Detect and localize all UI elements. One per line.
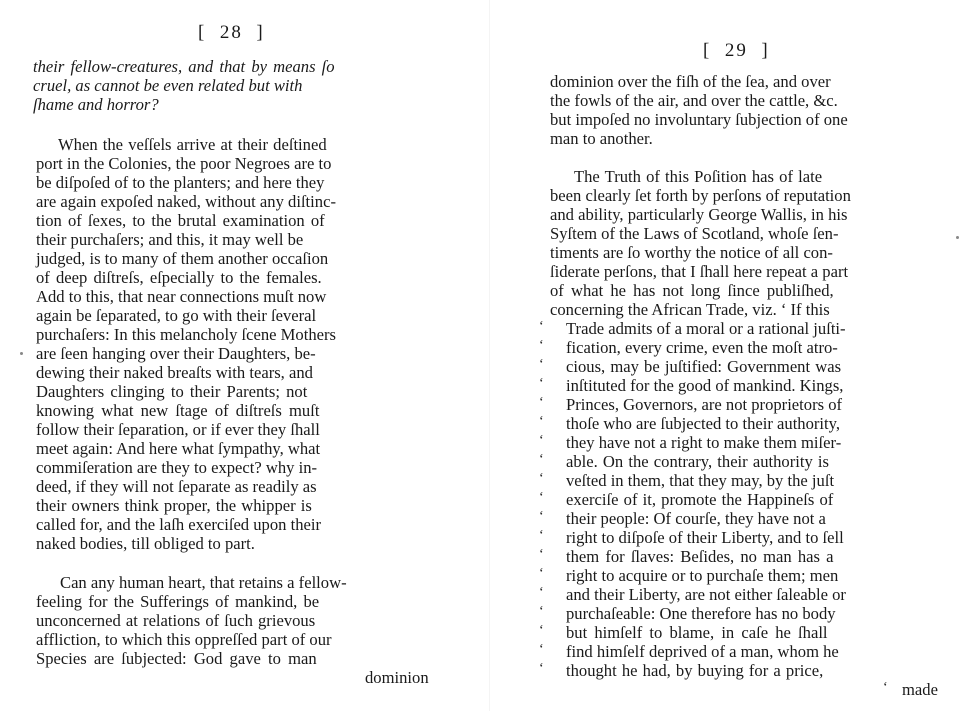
text-line: but himſelf to blame, in caſe he ſhall — [566, 623, 828, 642]
text-line: judged, is to many of them another occaſion — [36, 249, 329, 268]
text-line: affliction, to which this oppreſſed part of our — [36, 630, 332, 649]
quote-mark: ‘ — [539, 490, 544, 505]
text-line: cious, may be juſtified: Government was — [566, 357, 842, 376]
quote-mark: ‘ — [539, 661, 544, 676]
quote-mark: ‘ — [539, 642, 544, 657]
text-line: ſhame and horror? — [33, 95, 159, 114]
text-line: dewing their naked breaſts with tears, and — [36, 363, 313, 382]
text-line: and ability, particularly George Wallis, in his — [550, 205, 848, 224]
text-line: Syſtem of the Laws of Scotland, whoſe ſen- — [550, 224, 839, 243]
text-line: meet again: And here what ſympathy, what — [36, 439, 321, 458]
text-line: their people: Of courſe, they have not a — [566, 509, 826, 528]
text-line: dominion over the fiſh of the ſea, and over — [550, 72, 831, 91]
text-line: their owners think proper, the whipper is — [36, 496, 312, 515]
quote-mark: ‘ — [883, 680, 888, 695]
text-line: unconcerned at relations of ſuch grievous — [36, 611, 316, 630]
quote-mark: ‘ — [539, 528, 544, 543]
text-line: find himſelf deprived of a man, whom he — [566, 642, 839, 661]
text-line: of what he has not long ſince publiſhed, — [550, 281, 834, 300]
text-line: but impoſed no involuntary ſubjection of one — [550, 110, 848, 129]
quote-mark: ‘ — [539, 547, 544, 562]
text-line: follow their ſeparation, or if ever they ſhall — [36, 420, 320, 439]
text-line: again be ſeparated, to go with their ſeveral — [36, 306, 317, 325]
text-line: feeling for the Sufferings of mankind, be — [36, 592, 320, 611]
text-line: them for ſlaves: Beſides, no man has a — [566, 547, 834, 566]
text-line: man to another. — [550, 129, 653, 148]
text-line: knowing what new ſtage of diſtreſs muſt — [36, 401, 320, 420]
text-line: fication, every crime, even the moſt atro- — [566, 338, 838, 357]
text-line: timents are ſo worthy the notice of all con- — [550, 243, 833, 262]
text-line: ſiderate perſons, that I ſhall here repeat a part — [550, 262, 849, 281]
page-number: [ 28 ] — [198, 22, 265, 43]
text-line: Add to this, that near connections muſt now — [36, 287, 327, 306]
quote-mark: ‘ — [539, 338, 544, 353]
text-line: and their Liberty, are not either ſaleable or — [566, 585, 846, 604]
quote-mark: ‘ — [539, 376, 544, 391]
text-line: Can any human heart, that retains a fellow- — [60, 573, 347, 592]
text-line: deed, if they will not ſeparate as readily as — [36, 477, 317, 496]
text-line: veſted in them, that they may, by the juſt — [566, 471, 835, 490]
text-line: port in the Colonies, the poor Negroes are to — [36, 154, 332, 173]
text-line: of deep diſtreſs, eſpecially to the females. — [36, 268, 322, 287]
quote-mark: ‘ — [539, 433, 544, 448]
text-line: thoſe who are ſubjected to their authority, — [566, 414, 841, 433]
text-line: right to acquire or to purchaſe them; men — [566, 566, 839, 585]
text-line: right to diſpoſe of their Liberty, and to ſell — [566, 528, 844, 547]
text-line: Species are ſubjected: God gave to man — [36, 649, 317, 668]
quote-mark: ‘ — [539, 604, 544, 619]
text-line: their purchaſers; and this, it may well be — [36, 230, 304, 249]
quote-mark: ‘ — [539, 509, 544, 524]
quote-mark: ‘ — [539, 414, 544, 429]
text-line: their fellow-creatures, and that by means ſo — [33, 57, 335, 76]
text-line: the fowls of the air, and over the cattle, &c. — [550, 91, 838, 110]
speck — [20, 352, 23, 355]
text-line: When the veſſels arrive at their deſtined — [58, 135, 327, 154]
page-gutter — [489, 0, 490, 711]
text-line: cruel, as cannot be even related but with — [33, 76, 303, 95]
text-line: thought he had, by buying for a price, — [566, 661, 824, 680]
text-line: purchaſeable: One therefore has no body — [566, 604, 836, 623]
text-line: exerciſe of it, promote the Happineſs of — [566, 490, 834, 509]
text-line: be diſpoſed of to the planters; and here they — [36, 173, 325, 192]
text-line: called for, and the laſh exerciſed upon their — [36, 515, 321, 534]
text-line: Princes, Governors, are not proprietors of — [566, 395, 843, 414]
quote-mark: ‘ — [539, 319, 544, 334]
text-line: naked bodies, till obliged to part. — [36, 534, 255, 553]
quote-mark: ‘ — [539, 357, 544, 372]
quote-mark: ‘ — [539, 585, 544, 600]
speck — [956, 236, 959, 239]
text-line: inſtituted for the good of mankind. Kings, — [566, 376, 844, 395]
text-line: Daughters clinging to their Parents; not — [36, 382, 308, 401]
quote-mark: ‘ — [539, 395, 544, 410]
text-line: commiſeration are they to expect? why in- — [36, 458, 318, 477]
catchword: dominion — [365, 668, 429, 687]
text-line: are again expoſed naked, without any diſtinc- — [36, 192, 336, 211]
quote-mark: ‘ — [539, 452, 544, 467]
text-line: The Truth of this Poſition has of late — [574, 167, 823, 186]
text-line: able. On the contrary, their authority is — [566, 452, 829, 471]
text-line: purchaſers: In this melancholy ſcene Mothers — [36, 325, 336, 344]
text-line: been clearly ſet forth by perſons of reputation — [550, 186, 851, 205]
quote-mark: ‘ — [539, 623, 544, 638]
catchword: made — [902, 680, 938, 699]
page-number: [ 29 ] — [703, 40, 770, 61]
quote-mark: ‘ — [539, 471, 544, 486]
text-line: concerning the African Trade, viz. ‘ If this — [550, 300, 830, 319]
quote-mark: ‘ — [539, 566, 544, 581]
text-line: Trade admits of a moral or a rational juſti- — [566, 319, 846, 338]
text-line: are ſeen hanging over their Daughters, be- — [36, 344, 316, 363]
text-line: tion of ſexes, to the brutal examination of — [36, 211, 325, 230]
text-line: they have not a right to make them miſer- — [566, 433, 842, 452]
